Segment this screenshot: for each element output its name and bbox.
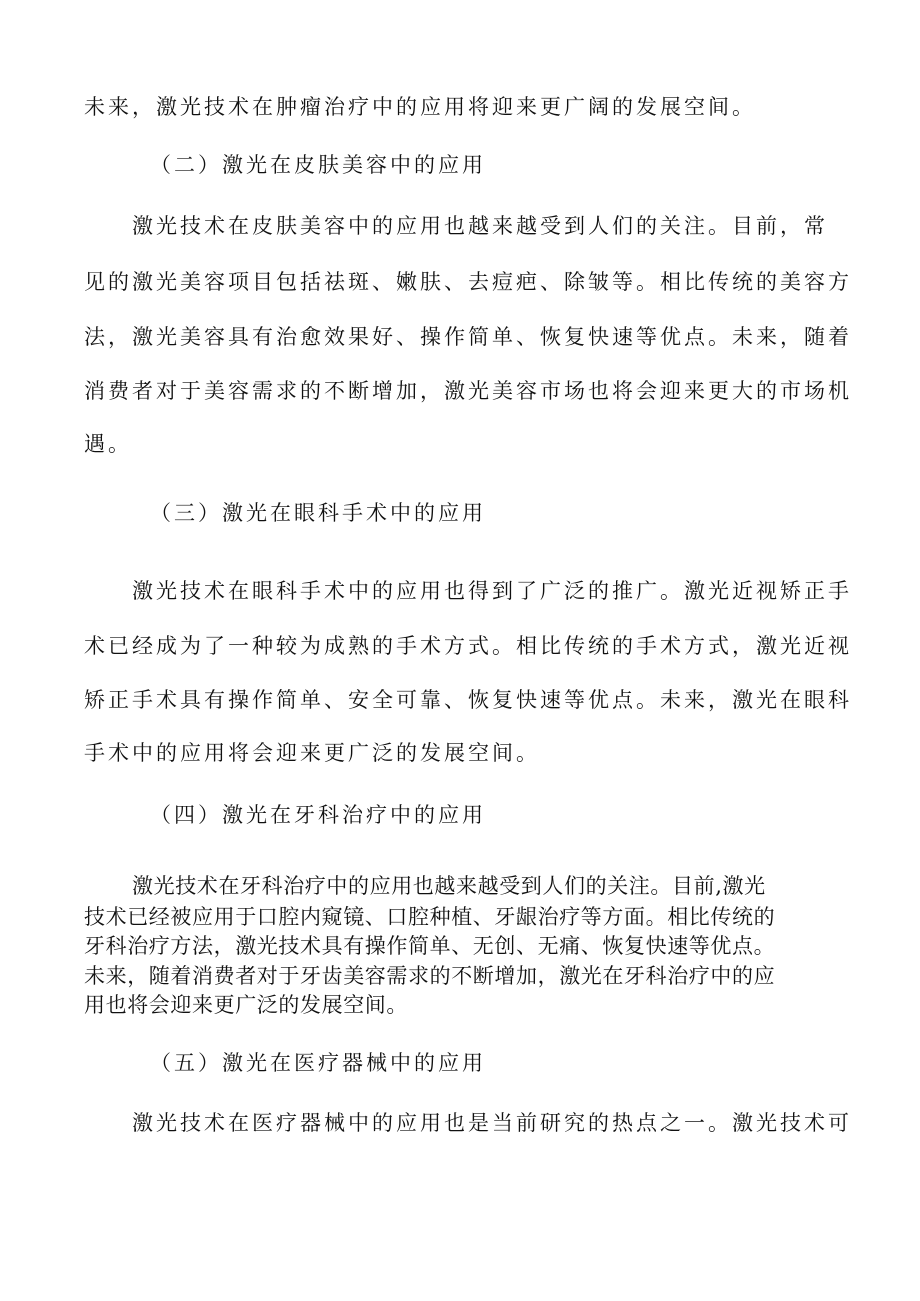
paragraph-line: 用也将会迎来更广泛的发展空间。 bbox=[84, 993, 408, 1017]
paragraph-line: 未来，随着消费者对于牙齿美容需求的不断增加，激光在牙科治疗中的应 bbox=[84, 964, 776, 988]
paragraph-line: 牙科治疗方法，激光技术具有操作简单、无创、无痛、恢复快速等优点。 bbox=[84, 934, 776, 958]
section-heading: （四）激光在牙科治疗中的应用 bbox=[150, 803, 486, 827]
section-heading: （五）激光在医疗器械中的应用 bbox=[150, 1051, 486, 1075]
paragraph-line: 激光技术在医疗器械中的应用也是当前研究的热点之一。激光技术可 bbox=[132, 1111, 852, 1135]
paragraph-line: 手术中的应用将会迎来更广泛的发展空间。 bbox=[84, 741, 540, 765]
paragraph-line: 技术已经被应用于口腔内窥镜、口腔种植、牙龈治疗等方面。相比传统的 bbox=[84, 905, 776, 929]
paragraph-line: 消费者对于美容需求的不断增加，激光美容市场也将会迎来更大的市场机 bbox=[84, 379, 852, 403]
paragraph-line: 法，激光美容具有治愈效果好、操作简单、恢复快速等优点。未来，随着 bbox=[84, 325, 852, 349]
paragraph-line: 矫正手术具有操作简单、安全可靠、恢复快速等优点。未来，激光在眼科 bbox=[84, 688, 852, 712]
section-heading: （二）激光在皮肤美容中的应用 bbox=[150, 153, 486, 177]
paragraph-line: 激光技术在牙科治疗中的应用也越来越受到人们的关注。目前,激光 bbox=[132, 874, 766, 898]
paragraph-line: 术已经成为了一种较为成熟的手术方式。相比传统的手术方式，激光近视 bbox=[84, 634, 852, 658]
paragraph-line: 激光技术在眼科手术中的应用也得到了广泛的推广。激光近视矫正手 bbox=[132, 579, 852, 603]
paragraph-line: 激光技术在皮肤美容中的应用也越来越受到人们的关注。目前，常 bbox=[132, 214, 828, 238]
paragraph-line: 见的激光美容项目包括祛斑、嫩肤、去痘疤、除皱等。相比传统的美容方 bbox=[84, 270, 852, 294]
section-heading: （三）激光在眼科手术中的应用 bbox=[150, 501, 486, 525]
paragraph-line: 未来，激光技术在肿瘤治疗中的应用将迎来更广阔的发展空间。 bbox=[84, 95, 756, 119]
paragraph-line: 遇。 bbox=[84, 432, 132, 456]
